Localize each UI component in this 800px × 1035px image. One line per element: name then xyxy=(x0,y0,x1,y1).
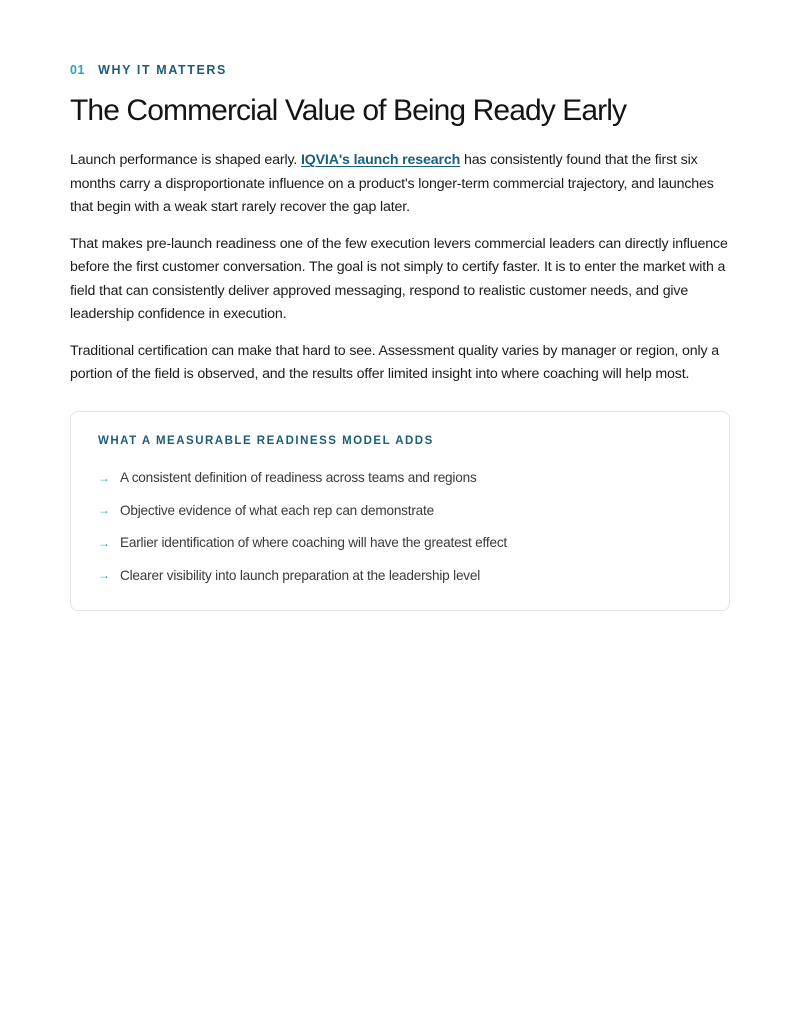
readiness-callout-card xyxy=(70,411,730,611)
list-item-text: Earlier identification of where coaching will have the greatest effect xyxy=(120,535,507,551)
paragraph-launch-performance xyxy=(70,149,730,220)
section-label: WHY IT MATTERS xyxy=(98,63,227,77)
arrow-right-icon: → xyxy=(98,568,110,583)
arrow-right-icon: → xyxy=(98,470,110,485)
paragraph-text: Launch performance is shaped early. xyxy=(70,152,301,168)
list-item xyxy=(98,494,702,527)
paragraph-traditional-certification: Traditional certification can make that hard to see. Assessment quality varies by manager or region, only a portion of the field is observed, and the results offer limited insight into where coaching will help most. xyxy=(70,342,719,382)
section-eyebrow xyxy=(70,62,730,78)
list-item-text: Objective evidence of what each rep can demonstrate xyxy=(120,502,434,518)
paragraph-prelaunch-readiness: That makes pre-launch readiness one of the few execution levers commercial leaders can directly influence before the first customer conversation. The goal is not simply to certify faster. It is to enter the market with a field that can consistently deliver approved messaging, respond to realistic customer needs, and give leadership confidence in execution. xyxy=(70,235,728,322)
page-title: The Commercial Value of Being Ready Early xyxy=(70,94,627,127)
document-page xyxy=(70,62,730,611)
callout-title: WHAT A MEASURABLE READINESS MODEL ADDS xyxy=(98,434,434,447)
arrow-right-icon: → xyxy=(98,535,110,550)
list-item-text: Clearer visibility into launch preparation at the leadership level xyxy=(120,567,481,583)
paragraph-text: has consistently found that the first six months carry a disproportionate influence on a product's longer-term commercial trajectory, and launches that begin with a weak start rarely recover the gap later. xyxy=(70,152,714,215)
list-item-text: A consistent definition of readiness across teams and regions xyxy=(120,470,477,486)
list-item xyxy=(98,559,702,592)
arrow-right-icon: → xyxy=(98,503,110,518)
section-number: 01 xyxy=(70,63,86,77)
callout-list xyxy=(98,462,702,592)
iqvia-research-link[interactable]: IQVIA's launch research xyxy=(300,152,461,168)
list-item xyxy=(98,462,702,495)
list-item xyxy=(98,527,702,560)
